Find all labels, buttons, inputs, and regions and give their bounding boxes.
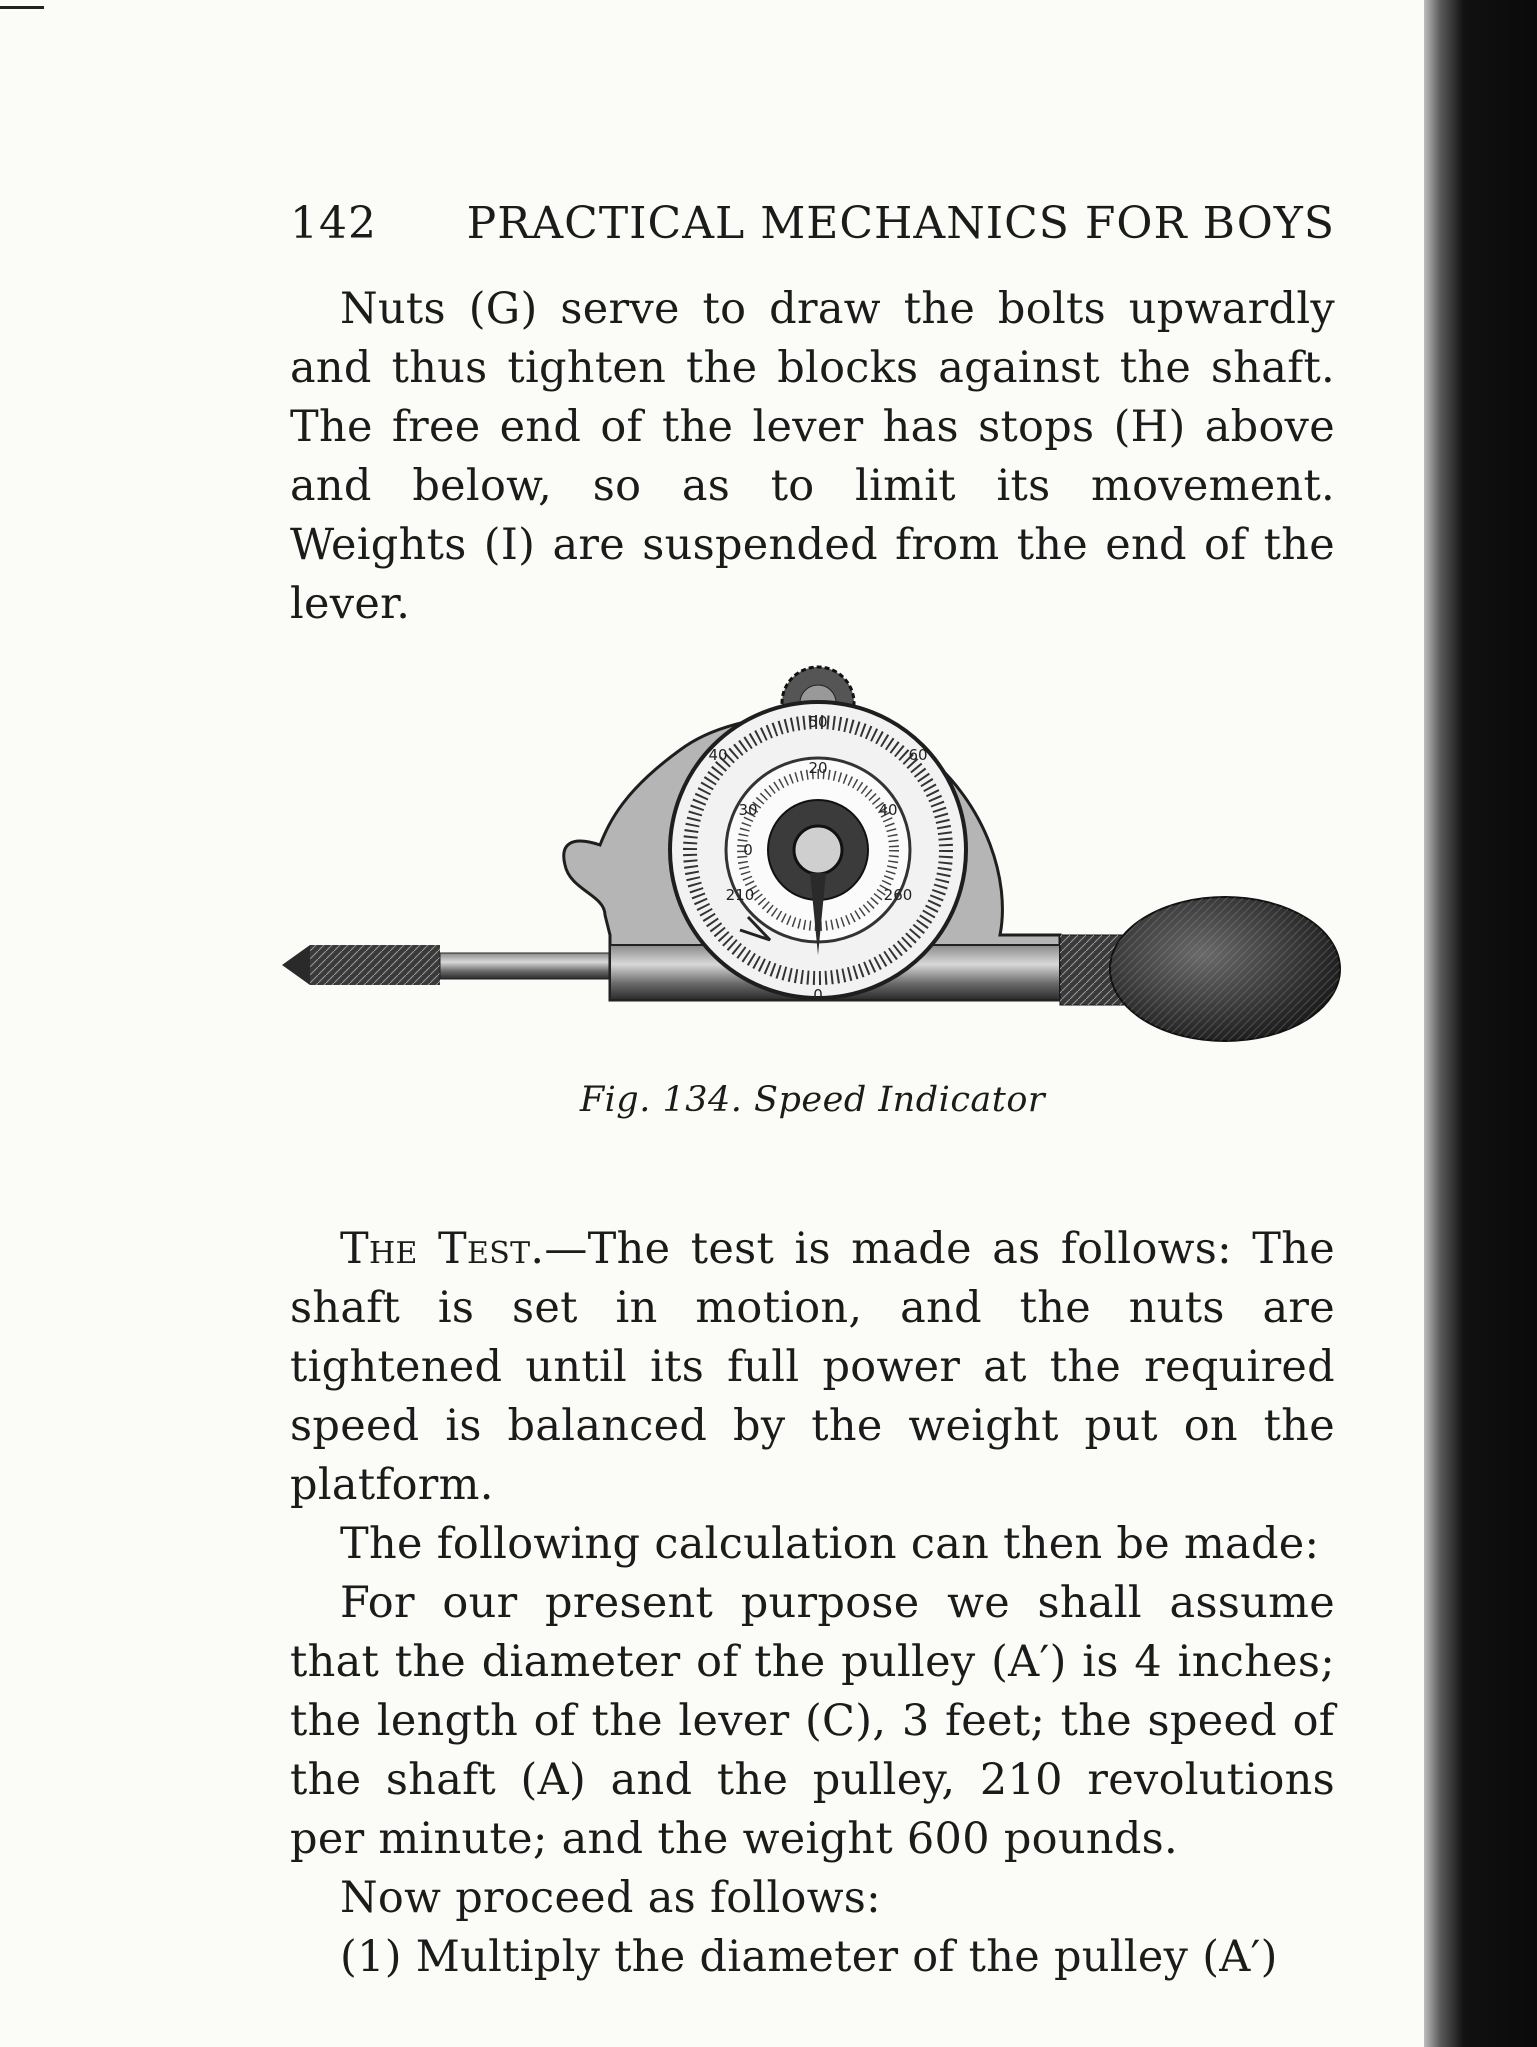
dial-inner-label-bottom-right: 260 — [883, 886, 913, 904]
dial-inner-label-top: 20 — [808, 759, 828, 777]
book-edge-shadow — [1424, 0, 1537, 2047]
paragraph-step-1 — [290, 1928, 1335, 1987]
dial-inner-label-bottom-left: 210 — [725, 886, 755, 904]
paragraph-test — [290, 1220, 1335, 1515]
paragraph-calculation — [290, 1515, 1335, 1574]
running-header — [290, 198, 1335, 249]
test-heading: The Test. — [340, 1224, 545, 1274]
paragraph-nuts — [290, 280, 1335, 634]
dial-outer-label-bottom: 0 — [813, 986, 823, 1004]
paragraph-nuts-text: Nuts (G) serve to draw the bolts upwardly and thus tighten the blocks against the shaft. The free end of the lever has stops (H) above and below, so as to limit its movement. Weights (I) are suspended from the end of the lever. — [290, 284, 1335, 629]
running-title: PRACTICAL MECHANICS FOR BOYS — [466, 198, 1335, 249]
dial-inner-label-center: 0 — [743, 841, 753, 859]
calculation-text: The following calculation can then be made: — [340, 1519, 1320, 1569]
spindle-tip — [282, 945, 610, 985]
dial-inner-label-left: 30 — [738, 801, 758, 819]
speed-indicator-illustration — [270, 655, 1350, 1055]
paragraph-proceed — [290, 1869, 1335, 1928]
page-corner-mark — [0, 6, 44, 9]
figure-caption: Fig. 134. Speed Indicator — [579, 1080, 1046, 1120]
dial-inner-label-right: 40 — [878, 801, 898, 819]
assumptions-text: For our present purpose we shall assume that the diameter of the pulley (A′) is 4 inches; the length of the lever (C), 3 feet; the speed of the shaft (A) and the pulley, 210 revolutions per minute; and the weight 600 pounds. — [290, 1578, 1335, 1864]
test-text: —The test is made as follows: The shaft is set in motion, and the nuts are tightened until its full power at the required speed is balanced by the weight put on the platform. — [290, 1224, 1336, 1510]
handle — [1060, 897, 1340, 1041]
dial-outer-label-right: 60 — [908, 746, 928, 764]
dial-outer-label-left: 40 — [708, 746, 728, 764]
dial-outer-label-top: 50 — [808, 713, 828, 731]
body-text — [290, 1220, 1335, 1987]
paragraph-assumptions — [290, 1574, 1335, 1869]
proceed-text: Now proceed as follows: — [340, 1873, 881, 1923]
page-number: 142 — [290, 198, 377, 249]
step-1-text: (1) Multiply the diameter of the pulley (A′) — [340, 1932, 1278, 1982]
